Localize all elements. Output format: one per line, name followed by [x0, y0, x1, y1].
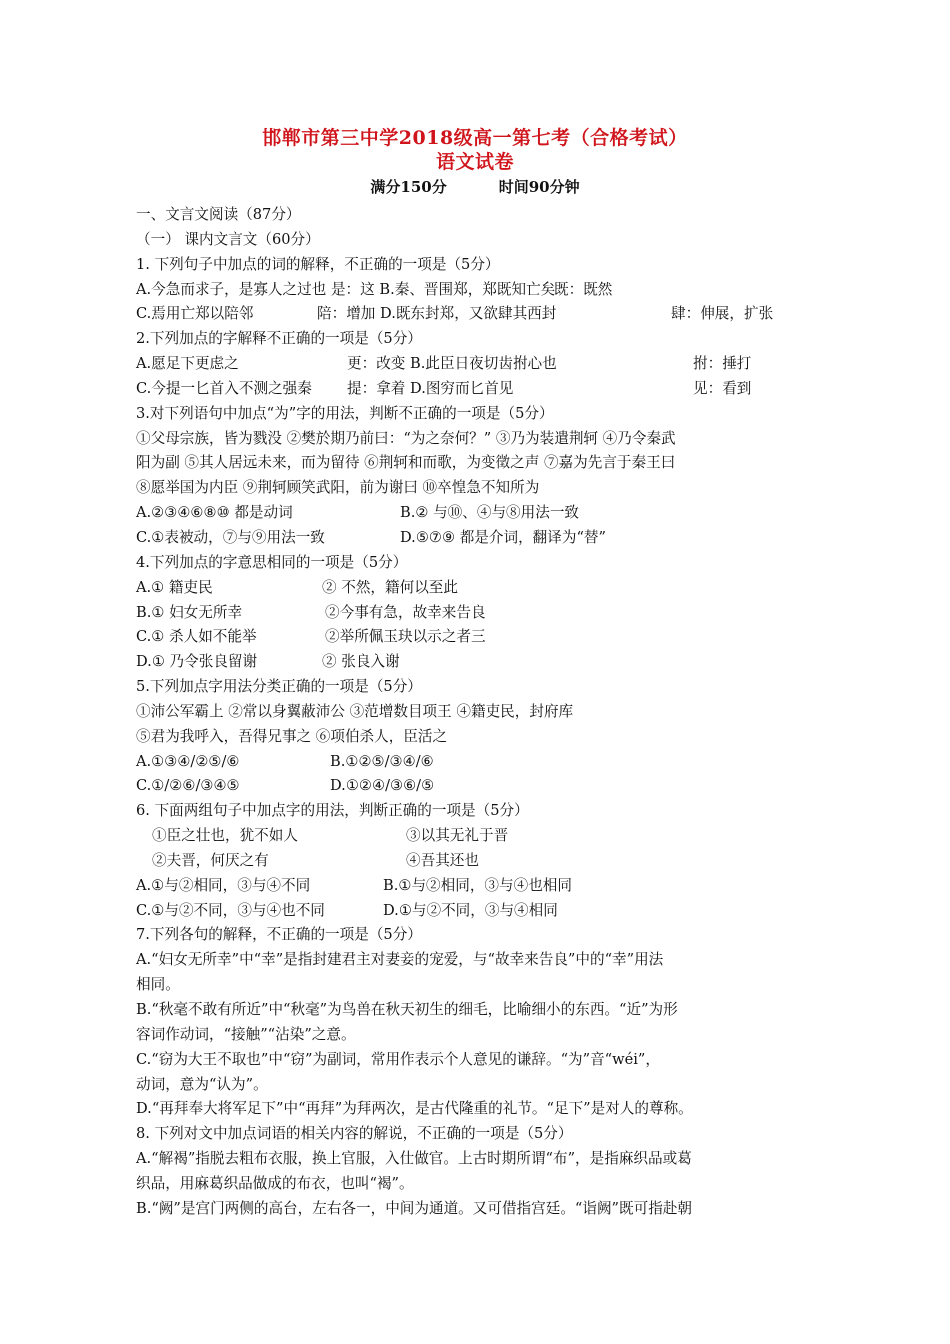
- text-line: 织品，用麻葛织品做成的布衣，也叫“褐”。: [136, 1174, 414, 1192]
- text-line: 相同。: [136, 976, 180, 994]
- text-line: ⑤君为我呼入，吾得兄事之 ⑥项伯杀人，臣活之: [136, 727, 448, 745]
- text-segment: ④吾其还也: [406, 851, 479, 869]
- text-line: 1. 下列句子中加点的词的解释，不正确的一项是（5分）: [136, 255, 500, 273]
- text-segment: D.①②④/③⑥/⑤: [330, 777, 435, 795]
- text-line: 3.对下列语句中加点“为”字的用法，判断不正确的一项是（5分）: [136, 404, 554, 422]
- text-line: （一） 课内文言文（60分）: [136, 230, 320, 248]
- text-line: [136, 278, 816, 303]
- text-segment: 肆：伸展，扩张: [671, 305, 774, 323]
- text-line: 6. 下面两组句子中加点字的用法，判断正确的一项是（5分）: [136, 802, 529, 820]
- text-segment: B.② 与⑩、④与⑧用法一致: [400, 504, 580, 522]
- text-line: A.“妇女无所幸”中“幸”是指封建君主对妻妾的宠爱，与“故幸来告良”中的“幸”用法: [136, 951, 664, 969]
- text-segment: C.今提一匕首入不测之强秦: [136, 379, 312, 397]
- text-segment: B.①与②相同，③与④也相同: [383, 876, 572, 894]
- text-line: [136, 750, 816, 775]
- time-limit: 时间90分钟: [498, 178, 580, 196]
- text-segment: ② 张良入谢: [322, 653, 400, 671]
- text-segment: ②夫晋，何厌之有: [152, 851, 269, 869]
- text-line: [136, 352, 816, 377]
- text-segment: 既：既然: [554, 280, 613, 298]
- text-line: [136, 824, 816, 849]
- text-line: C.“窃为大王不取也”中“窃”为副词，常用作表示个人意见的谦辞。“为”音“wéi”，: [136, 1050, 660, 1068]
- text-line: [136, 576, 816, 601]
- text-segment: ①臣之壮也，犹不如人: [152, 827, 298, 845]
- text-line: [136, 377, 816, 402]
- text-line: 一、文言文阅读（87分）: [136, 206, 301, 223]
- text-segment: ②举所佩玉玦以示之者三: [325, 628, 486, 646]
- text-line: ⑧愿举国为内臣 ⑨荆轲顾笑武阳，前为谢曰 ⑩卒惶急不知所为: [136, 479, 540, 497]
- text-segment: C.① 杀人如不能举: [136, 628, 257, 646]
- text-line: 动词，意为“认为”。: [136, 1075, 268, 1093]
- text-line: [136, 601, 816, 626]
- text-line: ①父母宗族，皆为戮没 ②樊於期乃前曰：“为之奈何？” ③乃为装遣荆轲 ④乃令秦武: [136, 429, 676, 447]
- text-segment: ② 不然，籍何以至此: [322, 578, 458, 596]
- text-line: ①沛公军霸上 ②常以身翼蔽沛公 ③范增数目项王 ④籍吏民，封府库: [136, 702, 574, 720]
- text-line: 阳为副 ⑤其人居远未来，而为留待 ⑥荆轲和而歌，为变徵之声 ⑦嘉为先言于秦王曰: [136, 454, 676, 472]
- text-line: B.“秋毫不敢有所近”中“秋毫”为鸟兽在秋天初生的细毛，比喻细小的东西。“近”为形: [136, 1001, 678, 1018]
- text-line: A.“解褐”指脱去粗布衣服，换上官服，入仕做官。上古时期所谓“布”，是指麻织品或葛: [136, 1150, 692, 1168]
- text-segment: A.②③④⑥⑧⑩ 都是动词: [136, 504, 293, 522]
- text-line: [136, 849, 816, 874]
- text-line: 2.下列加点的字解释不正确的一项是（5分）: [136, 330, 422, 348]
- text-line: 5.下列加点字用法分类正确的一项是（5分）: [136, 678, 422, 696]
- text-line: 4.下列加点的字意思相同的一项是（5分）: [136, 553, 408, 571]
- text-segment: A.① 籍吏民: [136, 578, 213, 596]
- text-segment: D.①与②不同，③与④相同: [383, 901, 558, 919]
- text-segment: C.焉用亡郑以陪邻: [136, 305, 254, 323]
- exam-meta: [0, 176, 950, 197]
- text-segment: 拊：捶打: [693, 355, 752, 373]
- text-line: [136, 526, 816, 551]
- text-line: [136, 774, 816, 799]
- text-segment: C.①与②不同，③与④也不同: [136, 901, 325, 919]
- text-line: [136, 302, 816, 327]
- text-line: [136, 650, 816, 675]
- exam-body: [136, 203, 816, 1222]
- text-segment: 见：看到: [693, 379, 752, 397]
- text-line: 7.下列各句的解释，不正确的一项是（5分）: [136, 926, 422, 944]
- text-segment: 提：拿着 D.图穷而匕首见: [347, 379, 514, 397]
- text-line: 8. 下列对文中加点词语的相关内容的解说，不正确的一项是（5分）: [136, 1125, 573, 1143]
- text-segment: C.①/②⑥/③④⑤: [136, 777, 240, 795]
- text-segment: A.今急而求子，是寡人之过也 是：这 B.秦、晋围郑，郑既知亡矣: [136, 280, 556, 298]
- text-segment: ②今事有急，故幸来告良: [325, 603, 486, 621]
- text-line: 容词作动词，“接触”“沾染”之意。: [136, 1025, 356, 1043]
- text-line: B.“阙”是宫门两侧的高台，左右各一，中间为通道。又可借指宫廷。“诣阙”既可指赴朝: [136, 1199, 692, 1217]
- text-segment: A.①与②相同，③与④不同: [136, 876, 311, 894]
- text-segment: A.①③④/②⑤/⑥: [136, 752, 240, 770]
- exam-subject: 语文试卷: [435, 151, 514, 173]
- text-line: [136, 899, 816, 924]
- text-segment: ③以其无礼于晋: [406, 827, 509, 845]
- text-segment: 更：改变 B.此臣日夜切齿拊心也: [347, 355, 557, 373]
- text-segment: A.愿足下更虑之: [136, 355, 239, 373]
- text-line: [136, 501, 816, 526]
- text-segment: B.①②⑤/③④/⑥: [330, 752, 434, 770]
- text-segment: C.①表被动，⑦与⑨用法一致: [136, 528, 325, 546]
- text-segment: D.⑤⑦⑨ 都是介词，翻译为“替”: [400, 528, 606, 546]
- text-segment: 陪：增加 D.既东封郑，又欲肆其西封: [317, 305, 557, 323]
- text-line: [136, 625, 816, 650]
- exam-title: 邯郸市第三中学2018级高一第七考（合格考试）: [262, 127, 688, 149]
- full-score: 满分150分: [370, 178, 447, 196]
- text-line: D.“再拜奉大将军足下”中“再拜”为拜两次，是古代隆重的礼节。“足下”是对人的尊称。: [136, 1100, 693, 1118]
- text-segment: D.① 乃令张良留谢: [136, 653, 258, 671]
- text-line: [136, 874, 816, 899]
- text-segment: B.① 妇女无所幸: [136, 603, 243, 621]
